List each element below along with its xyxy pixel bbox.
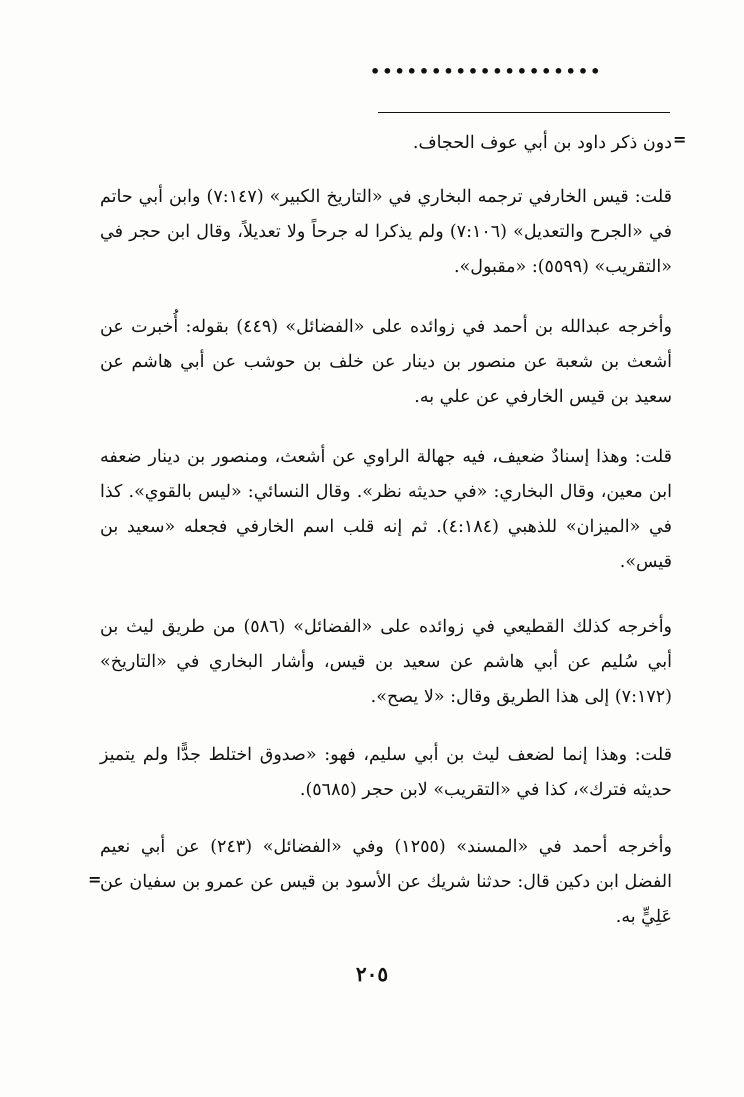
paragraph-5: قلت: وهذا إنما لضعف ليث بن أبي سليم، فهو: «صدوق اختلط جدًّا ولم يتميز حديثه فترك»، كذا في «التقريب» لابن حجر (٥٦٨٥). bbox=[100, 745, 672, 800]
paragraph-2: وأخرجه عبدالله بن أحمد في زوائده على «الفضائل» (٤٤٩) بقوله: أُخبرت عن أشعث بن شعبة عن منصور بن دينار عن خلف بن حوشب عن أبي هاشم عن سعيد بن قيس الخارفي عن علي به. bbox=[100, 317, 672, 407]
paragraph-3: قلت: وهذا إسنادٌ ضعيف، فيه جهالة الراوي عن أشعث، ومنصور بن دينار ضعفه ابن معين، وقال البخاري: «في حديثه نظر». وقال النسائي: «ليس بالقوي». كذا في «الميزان» للذهبي (٤:١٨٤). ثم إنه قلب اسم الخارفي فجعله «سعيد بن قيس». bbox=[100, 447, 672, 572]
continuation-mark: = bbox=[673, 130, 687, 149]
paragraph-6: وأخرجه أحمد في «المسند» (١٢٥٥) وفي «الفضائل» (٢٤٣) عن أبي نعيم الفضل ابن دكين قال: حدثنا شريك عن الأسود بن قيس عن عمرو بن سفيان عن عَلِيٍّ به. bbox=[100, 837, 672, 927]
footnote-rule bbox=[378, 112, 670, 113]
continues-next-page-mark: = bbox=[88, 870, 102, 889]
page-number: ٢٠٥ bbox=[355, 962, 389, 986]
paragraph-1: قلت: قيس الخارفي ترجمه البخاري في «التاريخ الكبير» (٧:١٤٧) وابن أبي حاتم في «الجرح والتعديل» (٧:١٠٦) ولم يذكرا له جرحاً ولا تعديلاً، وقال ابن حجر في «التقريب» (٥٥٩٩): «مقبول». bbox=[100, 187, 672, 277]
paragraph-4: وأخرجه كذلك القطيعي في زوائده على «الفضائل» (٥٨٦) من طريق ليث بن أبي سُليم عن أبي هاشم عن سعيد بن قيس، وأشار البخاري في «التاريخ» (٧:١٧٢) إلى هذا الطريق وقال: «لا يصح». bbox=[100, 617, 673, 707]
paragraph-continuation: دون ذكر داود بن أبي عوف الحجاف. bbox=[412, 133, 672, 153]
header-ornament-dots: ••••••••••••••••••• bbox=[370, 62, 603, 81]
